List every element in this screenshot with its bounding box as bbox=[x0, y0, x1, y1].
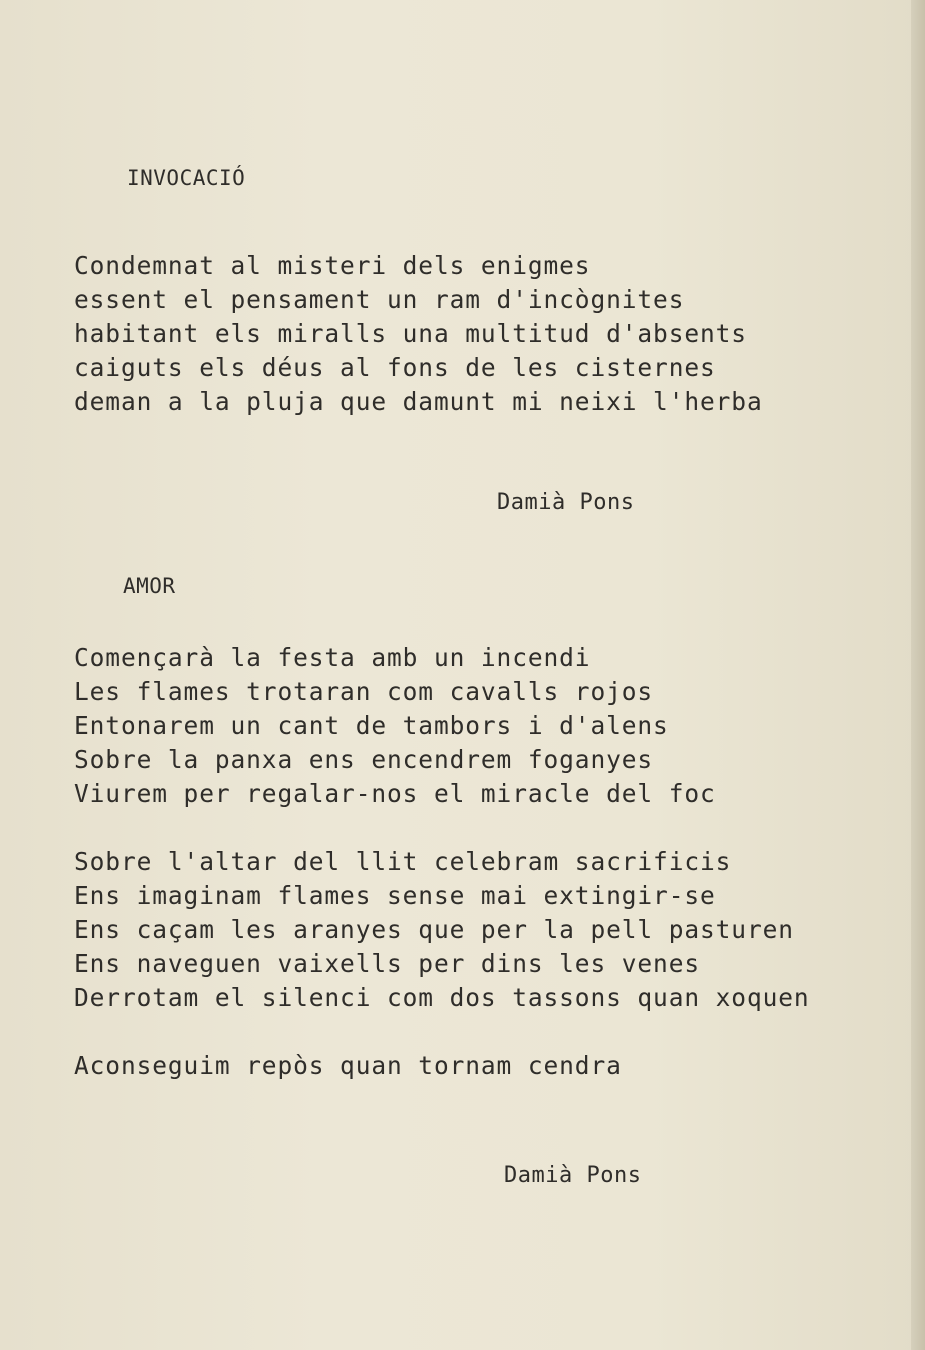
poem-line: Viurem per regalar-nos el miracle del foc bbox=[74, 779, 716, 808]
poem-line: Condemnat al misteri dels enigmes bbox=[74, 251, 591, 280]
poem-author-signature: Damià Pons bbox=[497, 490, 635, 515]
poem-line: deman a la pluja que damunt mi neixi l'herba bbox=[74, 387, 763, 416]
poem-line: Sobre la panxa ens encendrem foganyes bbox=[74, 745, 654, 774]
poem-line: Ens caçam les aranyes que per la pell pasturen bbox=[74, 915, 794, 944]
poem-body-invocacio bbox=[74, 249, 763, 453]
poem-title-invocacio: INVOCACIÓ bbox=[127, 166, 246, 190]
poem-title-amor: AMOR bbox=[123, 574, 176, 598]
poem-line: Ens imaginam flames sense mai extingir-se bbox=[74, 881, 716, 910]
page-edge-shadow bbox=[911, 0, 925, 1350]
poem-line: Aconseguim repòs quan tornam cendra bbox=[74, 1051, 622, 1080]
poem-body-amor bbox=[74, 641, 810, 1117]
poem-line: Ens naveguen vaixells per dins les venes bbox=[74, 949, 701, 978]
stanza bbox=[74, 641, 810, 811]
stanza bbox=[74, 845, 810, 1015]
poem-line: Sobre l'altar del llit celebram sacrificis bbox=[74, 847, 732, 876]
poem-line: Derrotam el silenci com dos tassons quan xoquen bbox=[74, 983, 810, 1012]
poem-line: Les flames trotaran com cavalls rojos bbox=[74, 677, 654, 706]
poem-line: essent el pensament un ram d'incògnites bbox=[74, 285, 685, 314]
poem-line: habitant els miralls una multitud d'absents bbox=[74, 319, 747, 348]
stanza bbox=[74, 249, 763, 419]
poem-line: caiguts els déus al fons de les cisternes bbox=[74, 353, 716, 382]
stanza bbox=[74, 1049, 810, 1083]
poem-line: Entonarem un cant de tambors i d'alens bbox=[74, 711, 669, 740]
poem-line: Començarà la festa amb un incendi bbox=[74, 643, 591, 672]
poem-author-signature: Damià Pons bbox=[504, 1163, 642, 1188]
